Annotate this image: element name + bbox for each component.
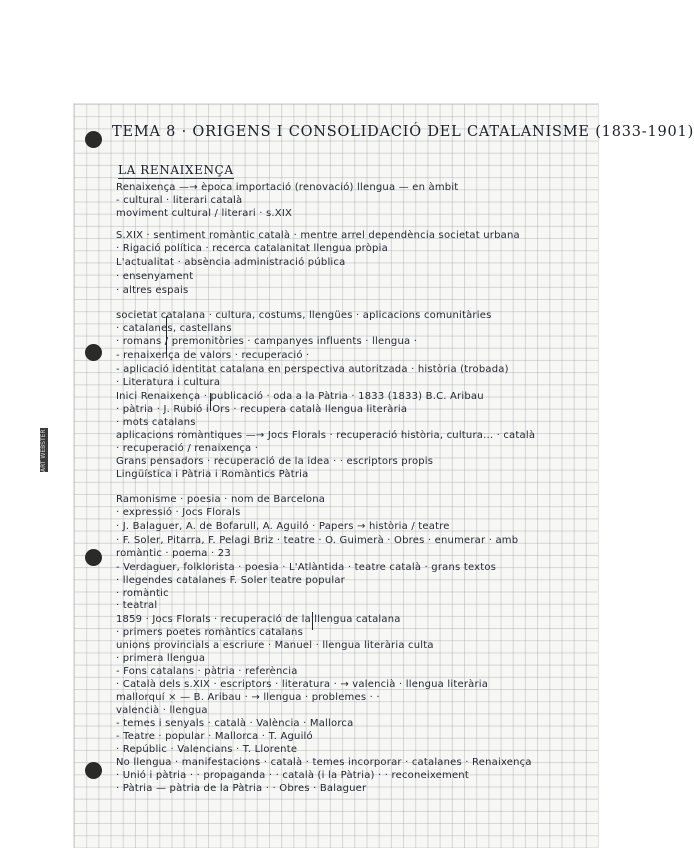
section-heading: LA RENAIXENÇA (118, 163, 234, 177)
note-line: · mots catalans (116, 417, 196, 428)
note-line: · llegendes catalanes F. Soler teatre popular (116, 575, 345, 586)
note-line: · expressió · Jocs Florals (116, 507, 241, 518)
page-title: TEMA 8 · ORIGENS I CONSOLIDACIÓ DEL CATALANISME (1833-1901) (112, 124, 694, 140)
note-line: Renaixença —→ època importació (renovació) llengua — en àmbit (116, 182, 459, 193)
note-line: unions provincials a escriure · Manuel · llengua literària culta (116, 640, 434, 651)
note-line: · Rigació política · recerca catalanitat llengua pròpia (116, 243, 388, 254)
note-line: · catalanes, castellans (116, 323, 232, 334)
note-line: · J. Balaguer, A. de Bofarull, A. Aguiló · Papers → història / teatre (116, 521, 450, 532)
note-line: - aplicació identitat catalana en perspectiva autoritzada · història (trobada) (116, 364, 509, 375)
punch-hole-lower (85, 549, 102, 566)
note-line: · Català dels s.XIX · escriptors · literatura · → valencià · llengua literària (116, 679, 489, 690)
note-line: - renaixença de valors · recuperació · (116, 350, 310, 361)
note-line: - Verdaguer, folklorista · poesia · L'Atlàntida · teatre català · grans textos (116, 562, 497, 573)
note-line: valencià · llengua (116, 705, 208, 716)
note-line: · romàntic (116, 588, 169, 599)
note-line: Grans pensadors · recuperació de la idea · · escriptors propis (116, 456, 434, 467)
note-line: · pàtria · J. Rubió i Ors · recupera català llengua literària (116, 404, 408, 415)
note-line: · Repúblic · Valencians · T. Llorente (116, 744, 298, 755)
punch-hole-top (85, 131, 102, 148)
note-line: · ensenyament (116, 271, 194, 282)
note-line: · teatral (116, 600, 158, 611)
note-line: Lingüística i Pàtria i Romàntics Pàtria (116, 469, 309, 480)
note-line: moviment cultural / literari · s.XIX (116, 208, 293, 219)
note-line: No llengua · manifestacions · català · temes incorporar · catalanes · Renaixença (116, 757, 532, 768)
note-line: L'actualitat · absència administració pública (116, 257, 346, 268)
note-line: - cultural · literari català (116, 195, 243, 206)
margin-label: ART WEBSTER (40, 429, 47, 472)
note-line: mallorquí × — B. Aribau · → llengua · problemes · · (116, 692, 380, 703)
note-line: S.XIX · sentiment romàntic català · mentre arrel dependència societat urbana (116, 230, 520, 241)
note-line: · Unió i pàtria · · propaganda · · català (i la Pàtria) · · reconeixement (116, 770, 469, 781)
note-line: · romans / premonitòries · campanyes influents · llengua · (116, 336, 418, 347)
note-line: Inici Renaixença · publicació · oda a la Pàtria · 1833 (1833) B.C. Aribau (116, 391, 484, 402)
punch-hole-middle (85, 344, 102, 361)
note-line: aplicacions romàntiques —→ Jocs Florals · recuperació història, cultura... · català (116, 430, 536, 441)
punch-hole-bottom (85, 762, 102, 779)
note-line: romàntic · poema · 23 (116, 548, 231, 559)
note-line: - Teatre · popular · Mallorca · T. Aguiló (116, 731, 313, 742)
note-line: societat catalana · cultura, costums, llengües · aplicacions comunitàries (116, 310, 492, 321)
note-line: - temes i senyals · català · València · Mallorca (116, 718, 354, 729)
note-line: - Fons catalans · pàtria · referència (116, 666, 298, 677)
note-line: · altres espais (116, 285, 189, 296)
note-line: 1859 · Jocs Florals · recuperació de la llengua catalana (116, 614, 401, 625)
note-line: · Literatura i cultura (116, 377, 221, 388)
note-line: Ramonisme · poesia · nom de Barcelona (116, 494, 326, 505)
note-line: · primera llengua (116, 653, 206, 664)
note-line: · primers poetes romàntics catalans (116, 627, 303, 638)
note-line: · recuperació / renaixença · (116, 443, 259, 454)
note-line: · F. Soler, Pitarra, F. Pelagi Briz · teatre · O. Guimerà · Obres · enumerar · amb (116, 535, 519, 546)
note-line: · Pàtria — pàtria de la Pàtria · · Obres · Balaguer (116, 783, 367, 794)
